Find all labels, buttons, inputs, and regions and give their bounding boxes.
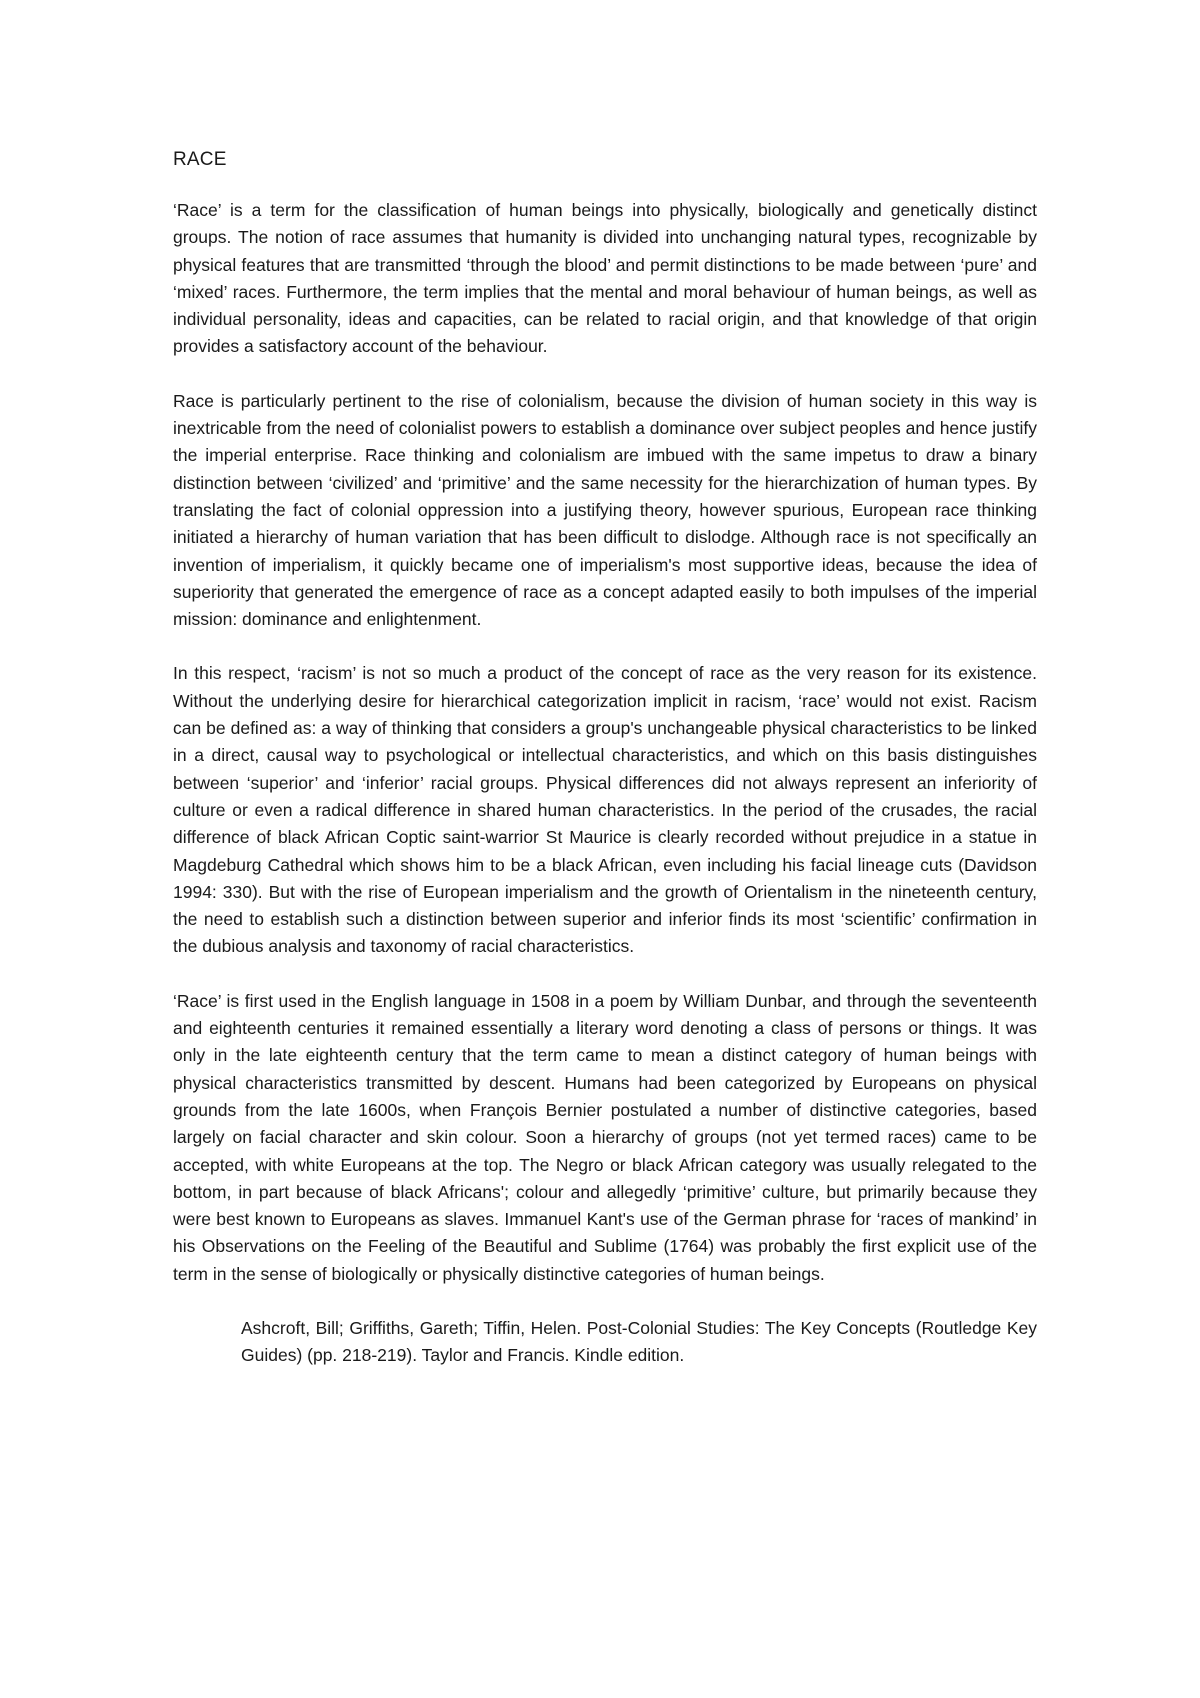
document-body — [173, 146, 1037, 1370]
paragraph-history: ‘Race’ is first used in the English language in 1508 in a poem by William Dunbar, and through the seventeenth and eighteenth centuries it remained essentially a literary word denoting a class of persons or things. It was only in the late eighteenth century that the term came to mean a distinct category of human beings with physical characteristics transmitted by descent. Humans had been categorized by Europeans on physical grounds from the late 1600s, when François Bernier postulated a number of distinctive categories, based largely on facial character and skin colour. Soon a hierarchy of groups (not yet termed races) came to be accepted, with white Europeans at the top. The Negro or black African category was usually relegated to the bottom, in part because of black Africans'; colour and allegedly ‘primitive’ culture, but primarily because they were best known to Europeans as slaves. Immanuel Kant's use of the German phrase for ‘races of mankind’ in his Observations on the Feeling of the Beautiful and Sublime (1764) was probably the first explicit use of the term in the sense of biologically or physically distinctive categories of human beings. — [173, 990, 1037, 1284]
paragraph-definition: ‘Race’ is a term for the classification of human beings into physically, biologically and genetically distinct groups. The notion of race assumes that humanity is divided into unchanging natural types, recognizable by physical features that are transmitted ‘through the blood’ and permit distinctions to be made between ‘pure’ and ‘mixed’ races. Furthermore, the term implies that the mental and moral behaviour of human beings, as well as individual personality, ideas and capacities, can be related to racial origin, and that knowledge of that origin provides a satisfactory account of the behaviour. — [173, 200, 1037, 357]
citation: Ashcroft, Bill; Griffiths, Gareth; Tiffin, Helen. Post-Colonial Studies: The Key Concepts (Routledge Key Guides) (pp. 218-219). Taylor and Francis. Kindle edition. — [241, 1317, 1037, 1366]
paragraph-racism: In this respect, ‘racism’ is not so much a product of the concept of race as the very reason for its existence. Without the underlying desire for hierarchical categorization implicit in racism, ‘race’ would not exist. Racism can be defined as: a way of thinking that considers a group's unchangeable physical characteristics to be linked in a direct, causal way to psychological or intellectual characteristics, and which on this basis distinguishes between ‘superior’ and ‘inferior’ racial groups. Physical differences did not always represent an inferiority of culture or even a radical difference in shared human characteristics. In the period of the crusades, the racial difference of black African Coptic saint-warrior St Maurice is clearly recorded without prejudice in a statue in Magdeburg Cathedral which shows him to be a black African, even including his facial lineage cuts (Davidson 1994: 330). But with the rise of European imperialism and the growth of Orientalism in the nineteenth century, the need to establish such a distinction between superior and inferior finds its most ‘scientific’ confirmation in the dubious analysis and taxonomy of racial characteristics. — [173, 663, 1037, 957]
page-title: RACE — [173, 149, 227, 170]
paragraph-colonialism: Race is particularly pertinent to the rise of colonialism, because the division of human society in this way is inextricable from the need of colonialist powers to establish a dominance over subject peoples and hence justify the imperial enterprise. Race thinking and colonialism are imbued with the same impetus to draw a binary distinction between ‘civilized’ and ‘primitive’ and the same necessity for the hierarchization of human types. By translating the fact of colonial oppression into a justifying theory, however spurious, European race thinking initiated a hierarchy of human variation that has been difficult to dislodge. Although race is not specifically an invention of imperialism, it quickly became one of imperialism's most supportive ideas, because the idea of superiority that generated the emergence of race as a concept adapted easily to both impulses of the imperial mission: dominance and enlightenment. — [173, 390, 1037, 630]
